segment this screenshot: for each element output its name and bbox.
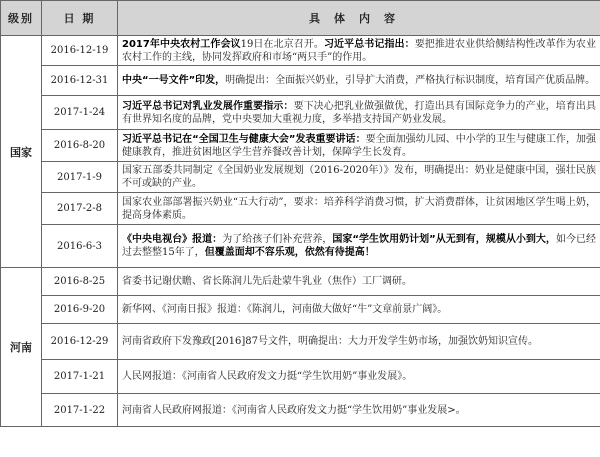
content-text: 国家农业部部署振兴奶业“五大行动”，要求：培养科学消费习惯，扩大消费群体，让贫困地区学生喝上奶，提高身体素质。 xyxy=(122,196,596,221)
table-row xyxy=(1,66,600,96)
content-cell xyxy=(118,225,600,268)
date-cell: 2017-1-24 xyxy=(42,96,118,130)
content-lead: 习近平总书记在“全国卫生与健康大会”发表重要讲话： xyxy=(122,133,366,145)
content-text: 河南省政府下发豫政[2016]87号文件，明确提出：大力开发学生奶市场，加强饮奶知识宣传。 xyxy=(122,336,538,347)
content-text: 国家五部委共同制定《全国奶业发展规划（2016-2020年）》发布，明确提出：奶业是健康中国，强壮民族不可或缺的产业。 xyxy=(122,165,596,189)
content-lead-2: 国家“学生饮用奶计划”从无到有，规模从小到大， xyxy=(332,234,556,245)
date-cell: 2016-8-25 xyxy=(42,268,118,296)
content-text-2: 如今已经过去整整15年了， xyxy=(122,234,597,258)
table-body xyxy=(1,36,600,427)
table-row xyxy=(1,225,600,268)
table-row xyxy=(1,296,600,324)
content-lead-2: 习近平总书记指出： xyxy=(323,38,415,50)
content-text: 河南省人民政府网报道：《河南省人民政府发文力挺“学生饮用奶”事业发展>。 xyxy=(122,404,466,416)
content-cell xyxy=(118,193,600,225)
content-tail: 但覆盖面却不容乐观，依然有待提高！ xyxy=(204,247,375,258)
table-row xyxy=(1,162,600,193)
content-text: 明确提出：全面振兴奶业，引导扩大消费，严格执行标识制度，培育国产优质品牌。 xyxy=(225,75,596,86)
date-cell: 2017-2-8 xyxy=(42,193,118,225)
content-cell xyxy=(118,360,600,394)
table-row xyxy=(1,193,600,225)
content-text: 要全面加强幼儿园、中小学的卫生与健康工作，加强健康教育，推进贫困地区学生营养餐改善计划，保障学生长发育。 xyxy=(122,133,596,158)
content-lead: 中央“一号文件”印发， xyxy=(122,75,226,86)
table-row xyxy=(1,268,600,296)
content-lead: 2017年中央农村工作会议 xyxy=(122,38,241,50)
date-cell: 2016-12-31 xyxy=(42,66,118,96)
header-level: 级别 xyxy=(1,1,42,36)
table-row xyxy=(1,324,600,360)
table-row xyxy=(1,360,600,394)
content-cell xyxy=(118,66,600,96)
date-cell: 2017-1-22 xyxy=(42,394,118,427)
date-cell: 2016-6-3 xyxy=(42,225,118,268)
content-text: 新华网、《河南日报》报道：《陈润儿，河南做大做好“牛”文章前景广阔》。 xyxy=(122,304,448,315)
table-row xyxy=(1,394,600,427)
date-cell: 2017-1-21 xyxy=(42,360,118,394)
header-date: 日 期 xyxy=(42,1,118,36)
content-text: 要下决心把乳业做强做优，打造出具有国际竞争力的产业，培育出具有世界知名度的品牌，党中央要加大重视力度，多举措支持国产奶业发展。 xyxy=(122,100,597,125)
date-cell: 2016-9-20 xyxy=(42,296,118,324)
content-cell xyxy=(118,36,600,66)
content-text: 为了给孩子们补充营养， xyxy=(222,234,333,245)
content-text: 省委书记谢伏瞻、省长陈润儿先后赴蒙牛乳业（焦作）工厂调研。 xyxy=(122,276,412,287)
header-row xyxy=(1,1,600,36)
content-cell xyxy=(118,268,600,296)
content-lead: 习近平总书记对乳业发展作重要指示： xyxy=(122,100,294,112)
header-content: 具体内容 xyxy=(118,1,600,36)
date-cell: 2016-12-19 xyxy=(42,36,118,66)
level-cell: 国家 xyxy=(1,36,42,268)
content-text: 人民网报道：《河南省人民政府发文力挺“学生饮用奶”事业发展》。 xyxy=(122,371,413,382)
content-cell xyxy=(118,130,600,162)
content-cell xyxy=(118,324,600,360)
content-cell xyxy=(118,96,600,130)
content-cell xyxy=(118,394,600,427)
level-cell: 河南 xyxy=(1,268,42,427)
content-cell xyxy=(118,162,600,193)
content-lead: 《中央电视台》报道： xyxy=(122,234,223,245)
table-row xyxy=(1,130,600,162)
content-text-2: 要把推进农业供给侧结构性改革作为农业农村工作的主线，协同发挥政府和市场“两只手”的作用。 xyxy=(122,38,597,63)
content-text: 19日在北京召开。 xyxy=(240,38,324,50)
date-cell: 2016-12-29 xyxy=(42,324,118,360)
date-cell: 2017-1-9 xyxy=(42,162,118,193)
date-cell: 2016-8-20 xyxy=(42,130,118,162)
table-row xyxy=(1,96,600,130)
table-row xyxy=(1,36,600,66)
content-cell xyxy=(118,296,600,324)
